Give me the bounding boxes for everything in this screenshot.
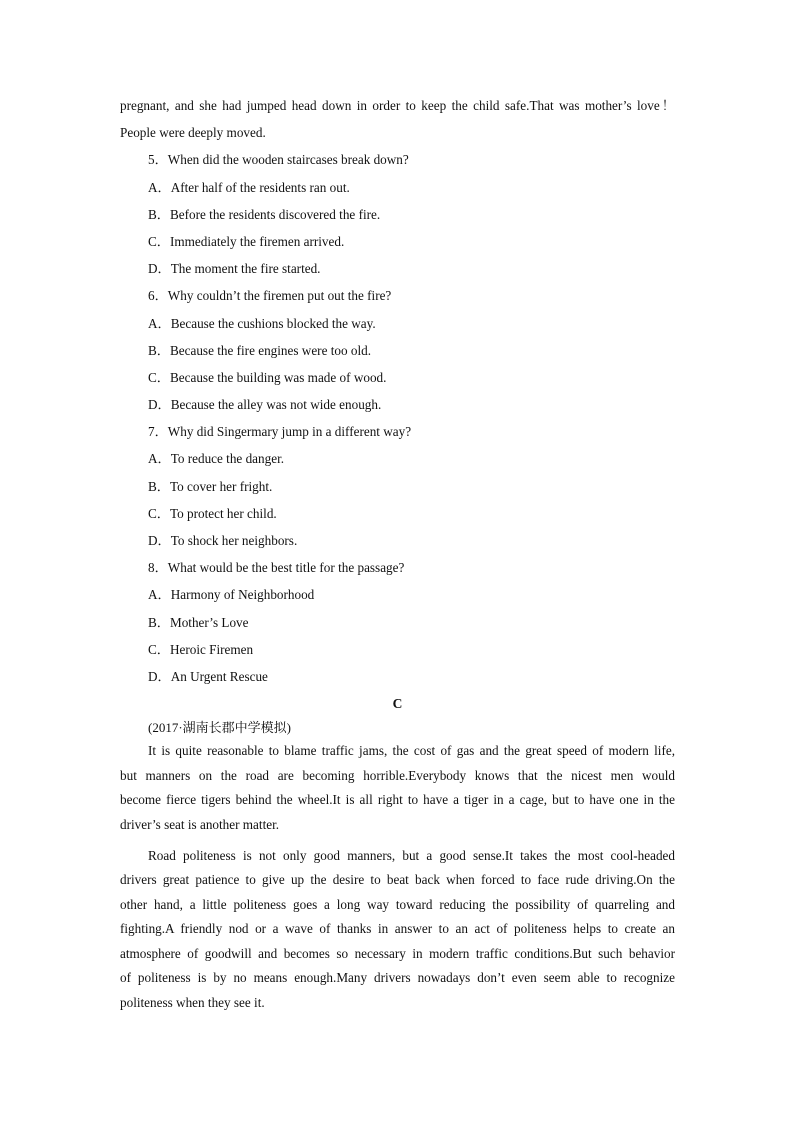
option-c: C．To protect her child. xyxy=(148,505,277,521)
intro-line-2: People were deeply moved. xyxy=(120,125,266,141)
question-8 xyxy=(120,554,675,690)
paragraph-line: It is quite reasonable to blame traffic jams, the cost of gas and the great speed of modern life, xyxy=(148,743,675,759)
option-b: B．Mother’s Love xyxy=(148,614,249,630)
option-b: B．To cover her fright. xyxy=(148,478,273,494)
option-d: D．To shock her neighbors. xyxy=(148,533,298,548)
section-heading: C xyxy=(392,696,403,712)
passage-paragraph-2 xyxy=(120,844,675,1016)
option-d: D．An Urgent Rescue xyxy=(148,668,268,684)
option-a: A．After half of the residents ran out. xyxy=(148,179,350,195)
paragraph-line: fighting.A friendly nod or a wave of thanks in answer to an act of politeness helps to create an xyxy=(120,921,675,937)
question-7 xyxy=(120,418,675,554)
option-d: D．The moment the fire started. xyxy=(148,261,321,277)
option-c: C．Because the building was made of wood. xyxy=(148,369,387,385)
intro-line-1: pregnant, and she had jumped head down in order to keep the child safe.That was mother’s love！ xyxy=(120,98,675,113)
paragraph-line: other hand, a little politeness goes a long way toward reducing the possibility of quarreling and xyxy=(120,896,675,912)
paragraph-line: of politeness is by no means enough.Many drivers nowadays don’t even seem able to recognize xyxy=(120,970,675,986)
question-stem: 6．Why couldn’t the firemen put out the fire? xyxy=(148,288,392,304)
option-a: A．Harmony of Neighborhood xyxy=(148,587,315,603)
source-note: (2017·湖南长郡中学模拟) xyxy=(148,720,291,736)
option-b: B．Before the residents discovered the fire. xyxy=(148,206,381,222)
option-c: C．Immediately the firemen arrived. xyxy=(148,233,345,249)
question-6 xyxy=(120,282,675,418)
option-d: D．Because the alley was not wide enough. xyxy=(148,397,382,413)
option-c: C．Heroic Firemen xyxy=(148,641,254,657)
paragraph-line: atmosphere of goodwill and becomes so necessary in modern traffic conditions.But such behavior xyxy=(120,945,675,961)
paragraph-line: politeness when they see it. xyxy=(120,995,265,1011)
document-page xyxy=(120,92,675,1016)
paragraph-line: Road politeness is not only good manners, but a good sense.It takes the most cool-headed xyxy=(148,847,675,863)
question-5 xyxy=(120,146,675,282)
option-a: A．Because the cushions blocked the way. xyxy=(148,315,376,331)
paragraph-line: driver’s seat is another matter. xyxy=(120,816,280,832)
question-stem: 5．When did the wooden staircases break down? xyxy=(148,152,409,168)
paragraph-line: but manners on the road are becoming horrible.Everybody knows that the nicest men would xyxy=(120,767,675,783)
option-b: B．Because the fire engines were too old. xyxy=(148,342,372,358)
question-stem: 8．What would be the best title for the passage? xyxy=(148,560,405,576)
question-stem: 7．Why did Singermary jump in a different way? xyxy=(148,424,412,440)
paragraph-line: drivers great patience to give up the desire to beat back when forced to face rude driving.On the xyxy=(120,872,675,888)
option-a: A．To reduce the danger. xyxy=(148,451,285,467)
paragraph-line: become fierce tigers behind the wheel.It is all right to have a tiger in a cage, but to have one in the xyxy=(120,792,675,808)
passage-paragraph-1 xyxy=(120,739,675,837)
